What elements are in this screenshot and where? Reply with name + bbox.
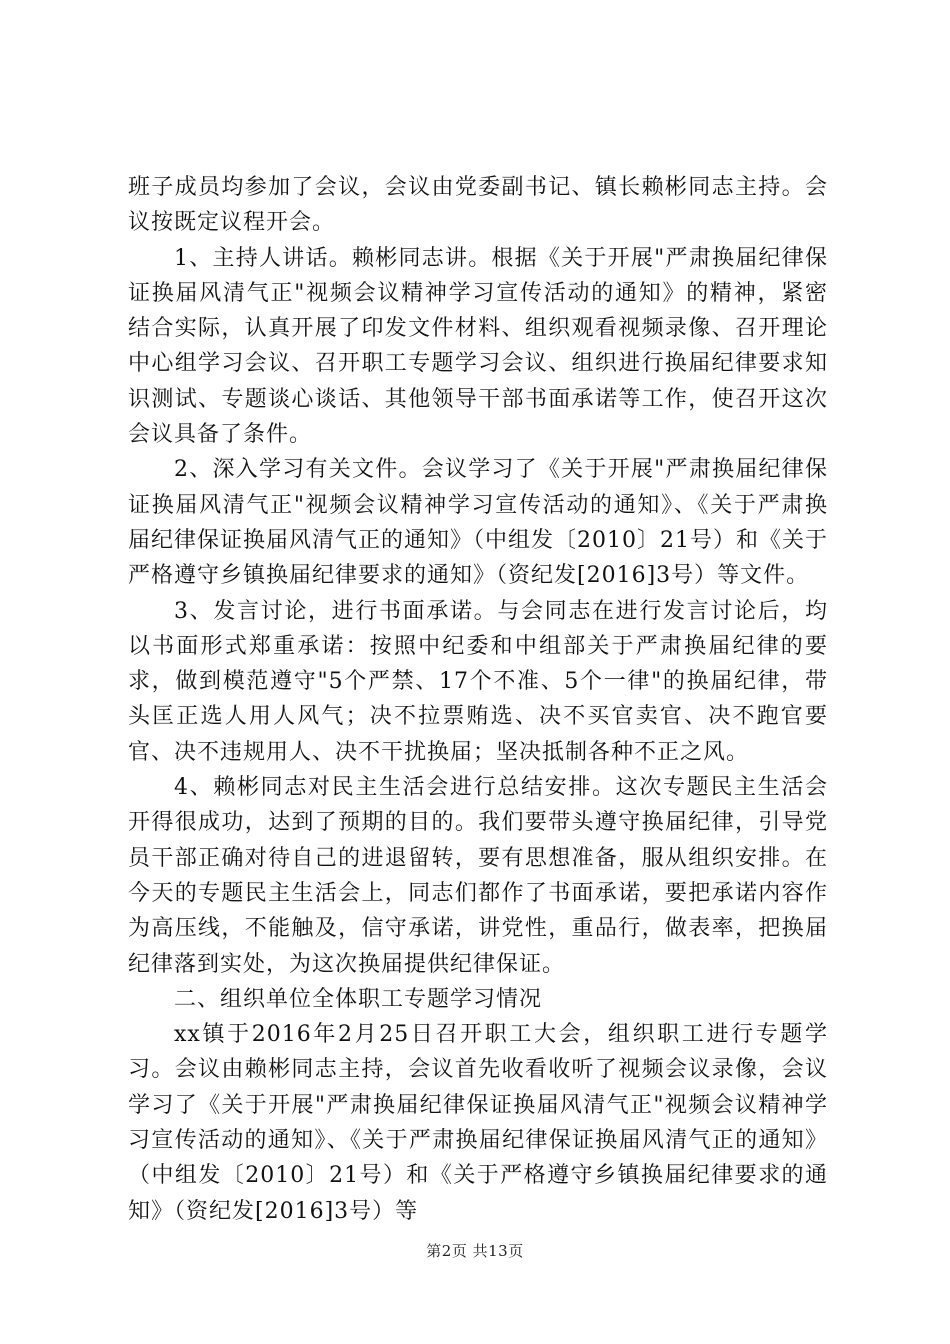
paragraph-item-3: 3、发言讨论，进行书面承诺。与会同志在进行发言讨论后，均以书面形式郑重承诺：按照中纪委和中组部关于严肃换届纪律的要求，做到模范遵守"5个严禁、17个不准、5个一律"的换届纪律，带头匡正选人用人风气；决不拉票贿选、决不买官卖官、决不跑官要官、决不违规用人、决不干扰换届；坚决抵制各种不正之风。: [128, 598, 828, 765]
paragraph-item-4: 4、赖彬同志对民主生活会进行总结安排。这次专题民主生活会开得很成功，达到了预期的目的。我们要带头遵守换届纪律，引导党员干部正确对待自己的进退留转，要有思想准备，服从组织安排。在今天的专题民主生活会上，同志们都作了书面承诺，要把承诺内容作为高压线，不能触及，信守承诺，讲党性，重品行，做表率，把换届纪律落到实处，为这次换届提供纪律保证。: [128, 775, 828, 977]
paragraph-section-2: xx镇于2016年2月25日召开职工大会，组织职工进行专题学习。会议由赖彬同志主持，会议首先收看收听了视频会议录像，会议学习了《关于开展"严肃换届纪律保证换届风清气正"视频会议精神学习宣传活动的通知》、《关于严肃换届纪律保证换届风清气正的通知》（中组发〔2010〕21号）和《关于严格遵守乡镇换届纪律要求的通知》（资纪发[2016]3号）等: [128, 1022, 828, 1224]
document-body: [128, 170, 828, 1229]
paragraph-continuation: 班子成员均参加了会议，会议由党委副书记、镇长赖彬同志主持。会议按既定议程开会。: [128, 175, 828, 236]
paragraph-item-2: 2、深入学习有关文件。会议学习了《关于开展"严肃换届纪律保证换届风清气正"视频会议精神学习宣传活动的通知》、《关于严肃换届纪律保证换届风清气正的通知》（中组发〔2010〕21号）和《关于严格遵守乡镇换届纪律要求的通知》（资纪发[2016]3号）等文件。: [128, 457, 828, 589]
paragraph-item-1: 1、主持人讲话。赖彬同志讲。根据《关于开展"严肃换届纪律保证换届风清气正"视频会议精神学习宣传活动的通知》的精神，紧密结合实际，认真开展了印发文件材料、组织观看视频录像、召开理论中心组学习会议、召开职工专题学习会议、组织进行换届纪律要求知识测试、专题谈心谈话、其他领导干部书面承诺等工作，使召开这次会议具备了条件。: [128, 245, 828, 448]
page-number-footer: 第2页 共13页: [426, 1242, 524, 1260]
section-heading: 二、组织单位全体职工专题学习情况: [174, 986, 543, 1012]
